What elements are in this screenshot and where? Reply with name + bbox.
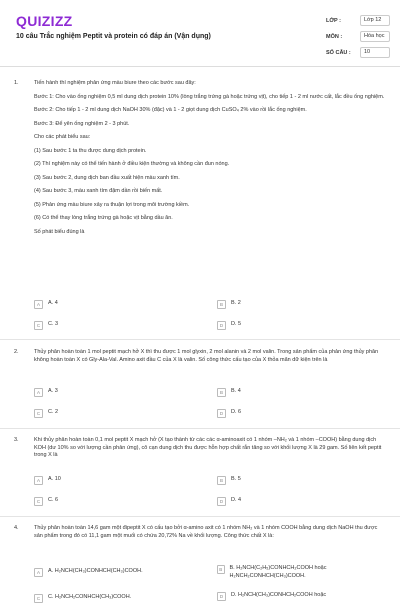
option-text: B. 4 [231,388,241,395]
meta-subject-label: MÔN : [326,33,343,40]
question-body [34,437,386,466]
question-text: (5) Phản ứng màu biure xảy ra thuận lợi trong môi trường kiềm. [34,201,190,208]
option-text: D. 4 [231,497,242,504]
meta-class-value: Lớp 12 [360,15,390,26]
option-key: A [34,300,43,309]
option-key: D [217,497,226,506]
option-a[interactable] [34,475,61,485]
option-text: B. 5 [231,476,241,483]
question-text: Tiến hành thí nghiệm phản ứng màu biure theo các bước sau đây: [34,80,196,86]
option-key: D [217,592,226,601]
option-text: B. 2 [231,300,241,307]
option-d[interactable] [217,320,241,330]
question-number: 4. [14,525,19,531]
option-text: A. 10 [48,476,61,483]
option-text: C. 3 [48,321,59,328]
question-text: (6) Có thể thay lòng trắng trứng gà hoặc vịt bằng dầu ăn. [34,215,173,221]
question-divider [0,339,400,340]
question-body [34,525,386,546]
question-text: Thủy phân hoàn toàn 1 mol peptit mạch hở X thì thu được 1 mol glyxin, 2 mol alanin và 2 mol valin. Trong sản phẩm của phản ứng thủy phân không hoàn toàn X có Gly-Ala-Val. Amino axit đầu C của X là valin. Số công thức cấu tạo của X thỏa mãn dữ kiện trên là [34,349,379,363]
option-c[interactable] [34,408,58,418]
option-c[interactable] [34,593,131,603]
option-text: D. 5 [231,321,242,328]
option-b[interactable] [217,475,241,485]
option-a[interactable] [34,299,58,309]
option-key: C [34,321,43,330]
option-text: A. H₂NCH(CH₃)CONHCH(CH₃)COOH. [48,568,143,575]
option-d[interactable] [217,496,241,506]
option-c[interactable] [34,496,58,506]
question-text: Cho các phát biểu sau: [34,134,91,140]
question-body [34,349,386,370]
option-key: B [217,565,225,574]
option-key: C [34,409,43,418]
question-text: Khi thủy phân hoàn toàn 0,1 mol peptit X mạch hở (X tạo thành từ các các α-aminoaxit có 1 nhóm –NH₂ và 1 nhóm –COOH) bằng dung dịch KOH (dư 10% so với lượng cần phản ứng), cô cạn dung dịch thu được hỗn hợp chất rắn tăng so với khối lượng X là 29 gam. Số liên kết peptit trong X là [34,437,382,458]
option-a[interactable] [34,387,58,397]
option-text: B. H₂NCH(C₂H₅)CONHCH₂COOH hoặc H₂NCH₂CONHCH(CH₃)COOH. [229,565,327,579]
question-text: (4) Sau bước 3, màu xanh tím đậm dần rồi biến mất. [34,188,163,194]
option-text: A. 3 [48,388,58,395]
question-text: Thủy phân hoàn toàn 14,6 gam một đipeptit X có cấu tạo bởi α-amino axit có 1 nhóm NH₂ và 1 nhóm COOH bằng dung dịch NaOH thu được sản phẩm trong đó có 11,1 gam một muối có chứa 20,72% Na về khối lượng. Công thức chất X là: [34,525,378,539]
question-text: (2) Thí nghiệm này có thể tiến hành ở điều kiện thường và không cần đun nóng. [34,161,230,167]
option-b[interactable] [217,299,241,309]
meta-class [326,15,390,26]
quizizz-logo[interactable]: QUIZIZZ [16,13,73,29]
option-key: B [217,300,226,309]
question-number: 2. [14,349,19,355]
question-text: Bước 2: Cho tiếp 1 - 2 ml dung dịch NaOH 30% (đặc) và 1 - 2 giọt dung dịch CuSO₄ 2% vào rồi lắc ống nghiệm. [34,107,307,113]
page-title: 10 câu Trắc nghiệm Peptit và protein có đáp án (Vận dụng) [16,33,211,40]
option-a[interactable] [34,567,143,577]
question-divider [0,516,400,517]
question-text: Số phát biểu đúng là [34,228,85,235]
option-text: A. 4 [48,300,58,307]
option-key: C [34,497,43,506]
worksheet-header [0,0,400,80]
question-text: (3) Sau bước 2, dung dịch ban đầu xuất hiện màu xanh tím. [34,174,180,181]
option-text: C. 6 [48,497,59,504]
question-body [34,80,386,242]
option-key: B [217,388,226,397]
header-divider [0,66,400,67]
option-c[interactable] [34,320,58,330]
meta-subject [326,31,390,42]
option-b[interactable] [217,387,241,397]
option-key: C [34,594,43,603]
question-text: Bước 1: Cho vào ống nghiệm 0,5 ml dung dịch protein 10% (lòng trắng trứng gà hoặc trứng vịt), cho tiếp 1 - 2 ml nước cất, lắc đều ống nghiệm. [34,93,385,100]
option-text: C. 2 [48,409,59,416]
question-text: (1) Sau bước 1 ta thu được dung dịch protein. [34,147,147,154]
option-key: D [217,321,226,330]
worksheet-meta [326,15,390,63]
option-key: A [34,476,43,485]
option-d[interactable] [217,408,241,418]
option-text: D. 6 [231,409,242,416]
meta-count [326,47,390,58]
option-text: C. H₂NCH₂CONHCH(CH₃)COOH. [48,594,132,601]
option-key: B [217,476,226,485]
option-b[interactable] [217,565,367,581]
question-number: 3. [14,437,19,443]
option-key: A [34,568,43,577]
question-text: Bước 3: Để yên ống nghiệm 2 - 3 phút. [34,120,130,127]
option-key: D [217,409,226,418]
meta-class-label: LỚP : [326,17,341,24]
meta-count-label: SỐ CÂU : [326,49,351,56]
question-divider [0,428,400,429]
meta-count-value: 10 [360,47,390,58]
meta-subject-value: Hóa học [360,31,390,42]
option-text: D. H₂NCH(CH₃)CONHCH₂COOH hoặc [231,592,327,599]
question-number: 1. [14,80,19,86]
option-key: A [34,388,43,397]
